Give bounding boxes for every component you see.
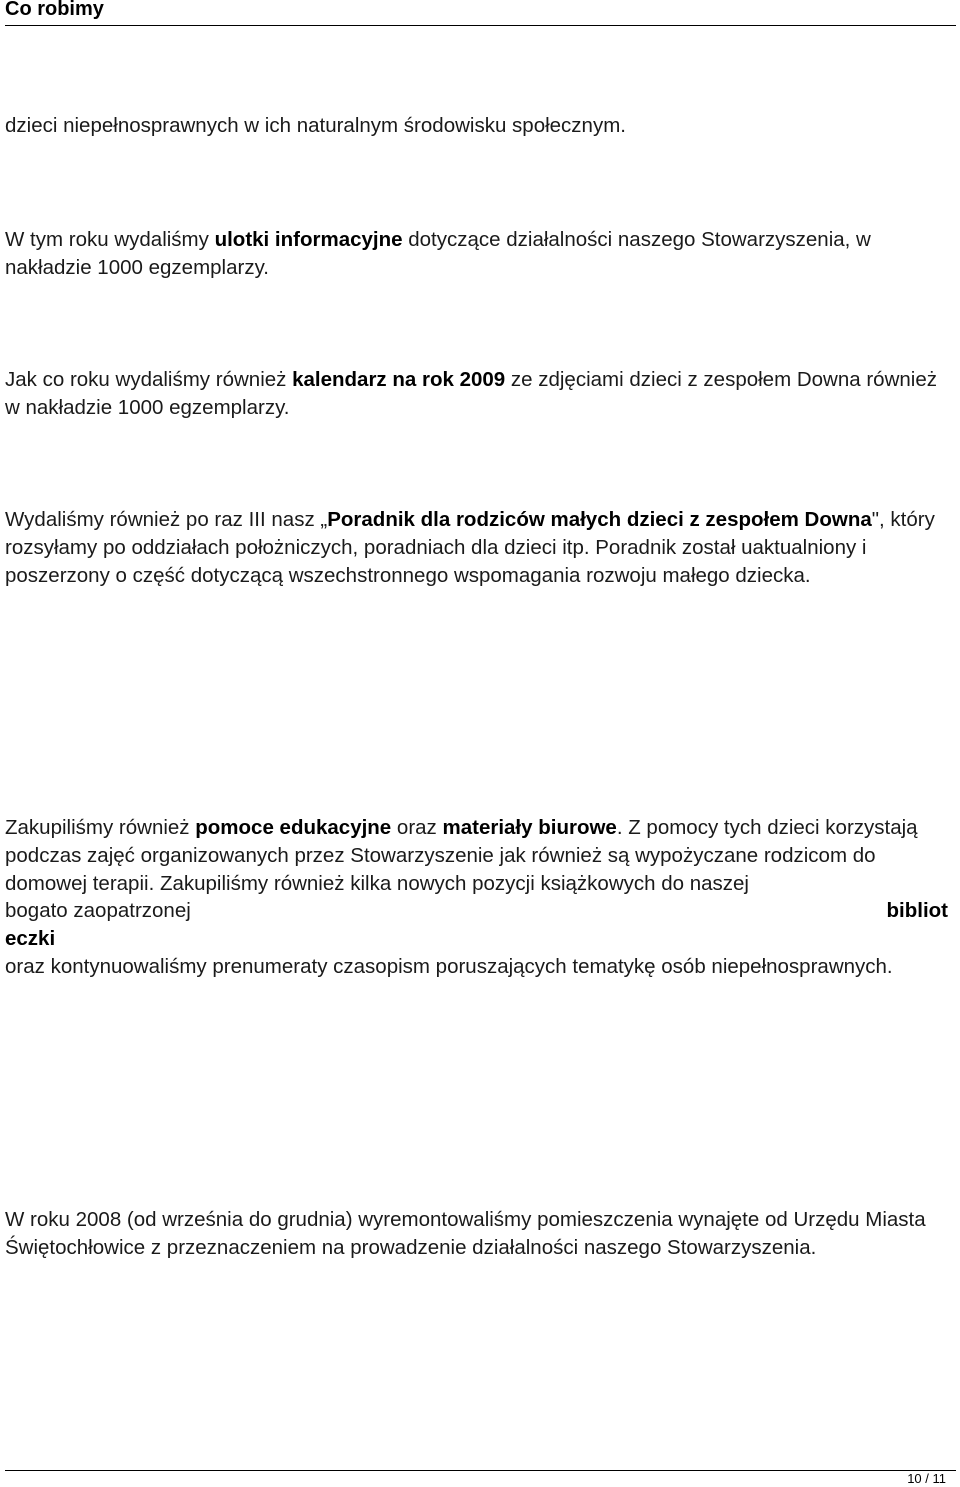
paragraph-guide <box>5 506 953 589</box>
bold-phrase: pomoce edukacyjne <box>195 816 392 839</box>
paragraph-text: W roku 2008 (od września do grudnia) wyremontowaliśmy pomieszczenia wynajęte od Urzędu Miasta Świętochłowice z przeznaczeniem na prowadzenie działalności naszego Stowarzyszenia. <box>5 1208 926 1259</box>
paragraph-text: dotyczące działalności naszego Stowarzyszenia, w nakładzie 1000 egzemplarzy. <box>5 228 871 279</box>
paragraph-text: ze zdjęciami dzieci z zespołem Downa również w nakładzie 1000 egzemplarzy. <box>5 368 937 419</box>
paragraph-text: oraz kontynuowaliśmy prenumeraty czasopism poruszających tematykę osób niepełnosprawnych. <box>5 954 893 978</box>
bold-phrase: ulotki informacyjne <box>214 228 403 251</box>
page-header-title: Co robimy <box>5 0 104 20</box>
bold-phrase: materiały biurowe <box>442 816 617 839</box>
paragraph-text: Jak co roku wydaliśmy również <box>5 368 293 391</box>
paragraph-text: . Z pomocy tych dzieci korzystają podczas zajęć organizowanych przez Stowarzyszenie jak również są wypożyczane rodzicom do domowej terapii. Zakupiliśmy również kilka nowych pozycji książkowych do naszej <box>5 816 918 895</box>
justified-line <box>5 897 948 925</box>
footer-divider <box>5 1470 956 1471</box>
paragraph-text: ", który rozsyłamy po oddziałach położniczych, poradniach dla dzieci itp. Poradnik został uaktualniony i poszerzony o część dotyczącą wszechstronnego wspomagania rozwoju małego dziecka. <box>5 508 935 587</box>
bold-phrase: eczki <box>5 927 56 951</box>
paragraph-line <box>5 925 953 953</box>
paragraph-block <box>5 953 953 981</box>
page-number: 10 / 11 <box>907 1471 946 1486</box>
paragraph-text: Wydaliśmy również po raz III nasz „ <box>5 508 328 531</box>
paragraph-text: W tym roku wydaliśmy <box>5 228 215 251</box>
bold-phrase: kalendarz na rok 2009 <box>292 368 506 391</box>
bold-phrase: bibliot <box>886 899 948 923</box>
paragraph-leaflets <box>5 226 953 282</box>
paragraph-renovation <box>5 1206 953 1262</box>
paragraph-calendar <box>5 366 953 422</box>
paragraph-text: bogato zaopatrzonej <box>5 899 191 923</box>
paragraph-purchases <box>5 814 953 981</box>
header-divider <box>5 25 956 26</box>
bold-phrase: Poradnik dla rodziców małych dzieci z zespołem Downa <box>327 508 872 531</box>
paragraph-intro <box>5 112 953 140</box>
paragraph-block <box>5 814 953 897</box>
paragraph-text: Zakupiliśmy również <box>5 816 196 839</box>
paragraph-text: dzieci niepełnosprawnych w ich naturalnym środowisku społecznym. <box>5 114 626 137</box>
paragraph-text: oraz <box>391 816 443 839</box>
